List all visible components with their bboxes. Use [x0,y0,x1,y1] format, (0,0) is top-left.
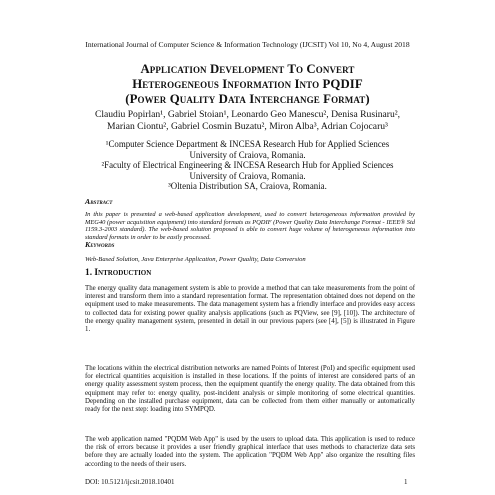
abstract-heading: Abstract [85,197,113,206]
author-line: Claudiu Popirlan¹, Gabriel Stoian¹, Leonardo Geo Manescu², Denisa Rusinaru², [94,109,401,120]
body-paragraph: The energy quality data management system is able to provide a method that can take measurements from the point of interest and transform them into a standard representation format. The representation obtained does not depend on the equipment used to make measurements. The data management system has a friendly interface and provides easy access to collected data for existing power quality analysis applications (such as PQView, see [9], [10]). The architecture of the energy quality management system, presented in detail in our previous papers (see [4], [5]) is illustrated in Figure 1. [85,285,415,334]
body-paragraph: The web application named "PQDM Web App" is used by the users to upload data. This application is used to reduce the risk of errors because it provides a user friendly graphical interface that uses methods to characterize data sets before they are actually loaded into the system. The application "PQDM Web App" also organize the resulting files according to the needs of their users. [85,436,415,468]
abstract-text: In this paper is presented a web-based application development, used to convert heterogeneous information provided by MEG40 (power acquisition equipment) into standard formats as PQDIF (Power Quality Data Interchange Format - IEEE® Std 1159.3-2003 standard). The web-based solution proposed is able to convert huge volume of heterogeneous information into standard formats in order to be easily processed. [85,211,415,241]
affiliation-line: ²Faculty of Electrical Engineering & INCESA Research Hub for Applied Sciences [101,160,394,171]
title-line: (Power Quality Data Interchange Format) [125,92,370,106]
keywords-text: Web-Based Solution, Java Enterprise Application, Power Quality, Data Conversion [85,256,306,263]
author-line: Marian Ciontu², Gabriel Cosmin Buzatu², Miron Alba³, Adrian Cojocaru³ [107,120,388,132]
doi-footer: DOI: 10.5121/ijcsit.2018.10401 [85,478,175,486]
page-number: 1 [404,478,408,486]
body-paragraph: The locations within the electrical distribution networks are named Points of Interest (PoI) and specific equipment used for electrical quantities acquisition is installed in these locations. If the points of interest are considered parts of an energy quality assessment system process, then the equipment quantify the energy quality. The data obtained from this equipment may refer to: energy quality, post-incident analysis or simple monitoring of some electrical quantities. Depending on the installed purchase equipment, data can be collected from them either manually or automatically ready for the next step: loading into SYMPQD. [85,365,415,414]
affiliation-line: ³Oltenia Distribution SA, Craiova, Romania. [168,181,327,192]
affiliation-line: University of Craiova, Romania. [189,170,306,181]
affiliation-line: University of Craiova, Romania. [189,149,306,160]
keywords-heading: Keywords [85,240,115,249]
title-line: Application Development To Convert [140,62,355,76]
introduction-heading: 1. Introduction [85,268,152,278]
affiliation-list [40,139,455,192]
journal-header: International Journal of Computer Science & Information Technology (IJCSIT) Vol 10, No 4, August 2018 [85,40,410,49]
affiliation-line: ¹Computer Science Department & INCESA Research Hub for Applied Sciences [105,139,390,149]
paper-title [40,62,455,107]
title-line: Heterogeneous Information Into PQDIF [132,77,363,91]
author-list [40,109,455,132]
